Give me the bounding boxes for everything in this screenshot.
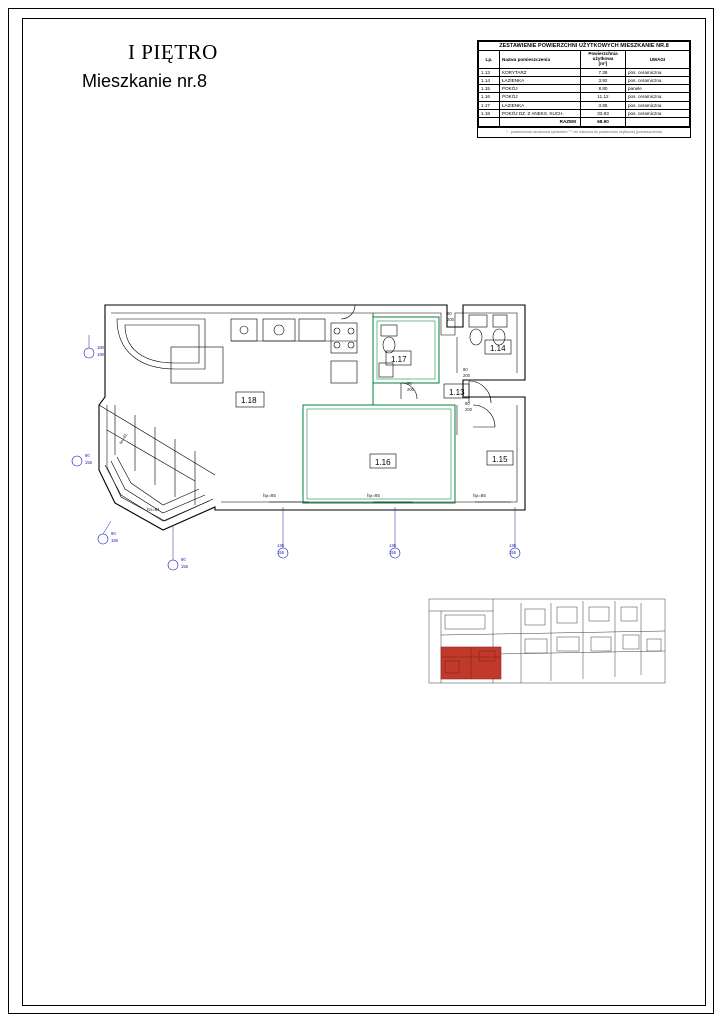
cell-lp: 1.14 (479, 76, 500, 84)
header-remarks: UWAGI (626, 51, 690, 68)
cell-remarks: panele (626, 85, 690, 93)
cell-lp: 1.17 (479, 101, 500, 109)
table-row (479, 85, 690, 93)
door-dim: 80 (447, 311, 452, 316)
header-area-line3: [m²] (598, 60, 608, 66)
lintel-note: hp=85 (263, 493, 276, 498)
cell-remarks: pos. ceramiczna (626, 101, 690, 109)
room-label-1-15: 1.15 (492, 455, 508, 464)
window-dim-sub: 190 (97, 352, 104, 357)
window-dim-sub: 155 (509, 550, 516, 555)
door-dim: 80 (463, 367, 468, 372)
page-title: I PIĘTRO (128, 40, 218, 64)
lintel-note: hp=85 (367, 493, 380, 498)
cell-name: ŁAZIENKA (500, 101, 581, 109)
cell-area: 3.92 (581, 76, 626, 84)
table-row (479, 68, 690, 76)
cell-lp: 1.18 (479, 110, 500, 118)
table-row (479, 93, 690, 101)
cell-remarks: pos. ceramiczna (626, 110, 690, 118)
table-row (479, 76, 690, 84)
cell-area: 7.38 (581, 68, 626, 76)
door-dim-sub: 200 (463, 373, 470, 378)
header-name: Nazwa pomieszczenia (500, 51, 581, 68)
room-label-1-16: 1.16 (375, 458, 391, 467)
table-row (479, 110, 690, 118)
cell-name: ŁAZIENKA (500, 76, 581, 84)
door-dim-sub: 200 (447, 317, 454, 322)
cell-lp: 1.16 (479, 93, 500, 101)
room-label-1-13: 1.13 (449, 388, 465, 397)
window-dim: 90 (85, 453, 90, 458)
window-dim-sub: 155 (85, 460, 92, 465)
table-row (479, 101, 690, 109)
area-schedule-table (477, 40, 691, 138)
page-frame-corner-mark (22, 1005, 68, 1006)
lintel-note-rot: hn=81 (118, 432, 129, 446)
cell-name: POKÓJ DZ. Z ANEKS. KUCH. (500, 110, 581, 118)
cell-name: KORYTARZ (500, 68, 581, 76)
cell-area: 11.12 (581, 93, 626, 101)
window-dim: 135 (277, 543, 284, 548)
cell-lp: 1.15 (479, 85, 500, 93)
room-label-1-14: 1.14 (490, 344, 506, 353)
window-dim-sub: 155 (181, 564, 188, 569)
total-spacer (479, 118, 500, 126)
cell-area: 33.83 (581, 110, 626, 118)
window-dim: 135 (509, 543, 516, 548)
table-caption-row (479, 42, 690, 51)
key-plan (425, 595, 670, 690)
page-subtitle: Mieszkanie nr.8 (82, 71, 208, 91)
door-dim-sub: 200 (465, 407, 472, 412)
window-dim-sub: 155 (111, 538, 118, 543)
window-dim: 90 (181, 557, 186, 562)
room-label-1-17: 1.17 (391, 355, 407, 364)
window-dim: 135 (389, 543, 396, 548)
cell-remarks: pos. ceramiczna (626, 68, 690, 76)
door-dim: 80 (465, 401, 470, 406)
window-dim-sub: 155 (277, 550, 284, 555)
door-dim-sub: 200 (407, 387, 414, 392)
total-label: RAZEM (500, 118, 581, 126)
door-dim: 90 (407, 381, 412, 386)
cell-name: POKÓJ (500, 93, 581, 101)
title-block (82, 40, 342, 92)
window-dim-sub: 155 (389, 550, 396, 555)
cell-lp: 1.13 (479, 68, 500, 76)
room-label-1-18: 1.18 (241, 396, 257, 405)
floor-plan-drawing (55, 285, 615, 585)
table-footnote: * - powierzchnia oznaczona symbolem "*" nie wliczona do powierzchni użytkowej (pomieszczenia) (478, 127, 690, 137)
cell-remarks: pos. ceramiczna (626, 93, 690, 101)
header-area (581, 51, 626, 68)
window-dim: 180 (97, 345, 104, 350)
table-caption: ZESTAWIENIE POWIERZCHNI UŻYTKOWYCH MIESZKANIE NR.8 (479, 42, 690, 51)
cell-name: POKÓJ (500, 85, 581, 93)
cell-area: 3.85 (581, 101, 626, 109)
total-remarks (626, 118, 690, 126)
lintel-note: hp=85 (473, 493, 486, 498)
cell-remarks: pos. ceramiczna (626, 76, 690, 84)
total-area: 68.90 (581, 118, 626, 126)
table-total-row (479, 118, 690, 126)
header-area-line2: użytkowa (592, 56, 614, 62)
window-dim: 90 (111, 531, 116, 536)
cell-area: 8.80 (581, 85, 626, 93)
table-header-row (479, 51, 690, 68)
header-area-line1: Powierzchnia (588, 51, 618, 57)
header-lp: Lp. (479, 51, 500, 68)
lintel-note: hn=81 (147, 507, 160, 512)
